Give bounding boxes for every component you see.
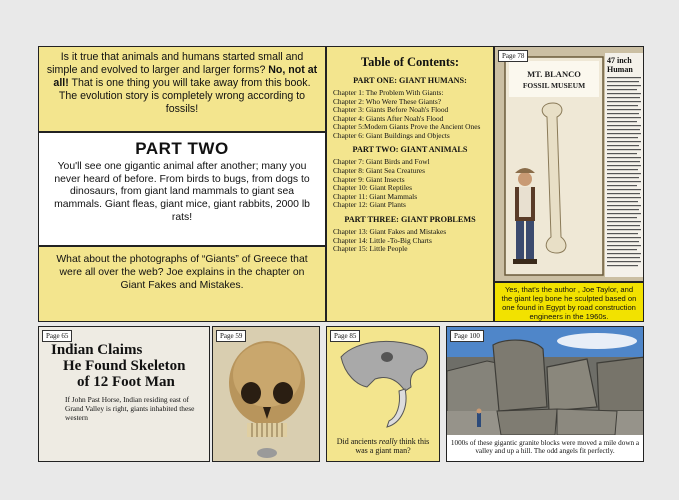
tusked-skull-panel [326, 326, 440, 462]
tusked-skull-image [327, 327, 440, 433]
part-two-panel [38, 132, 326, 246]
toc-chapter: Chapter 11: Giant Mammals [333, 191, 418, 201]
toc-title: Table of Contents: [360, 55, 460, 69]
toc-chapter: Chapter 7: Giant Birds and Fowl [333, 157, 430, 167]
newspaper-clipping [38, 326, 210, 462]
greece-panel [38, 246, 326, 322]
headline-line-2: He Found Skeleton [63, 357, 186, 374]
toc-chapter: Chapter 14: Little -To-Big Charts [333, 235, 432, 245]
bone-caption [494, 282, 644, 322]
granite-blocks-panel [446, 326, 644, 462]
toc-chapter: Chapter 8: Giant Sea Creatures [333, 166, 425, 176]
skull-image [213, 327, 320, 462]
part-two-heading: PART TWO [135, 139, 229, 158]
granite-blocks-image [447, 327, 644, 435]
intro-text-bold: No, not at all! [53, 63, 318, 89]
toc-chapter: Chapter 5:Modern Giants Prove the Ancient Ones [333, 122, 481, 132]
headline-line-3: of 12 Foot Man [77, 373, 175, 390]
toc-part-heading: PART TWO: GIANT ANIMALS [352, 145, 468, 155]
toc-chapter: Chapter 6: Giant Buildings and Objects [333, 130, 450, 140]
caption-part-b: think this was a giant man? [355, 437, 430, 456]
table-of-contents [326, 46, 494, 322]
caption-emphasis: really [378, 437, 398, 446]
toc-chapter: Chapter 1: The Problem With Giants: [333, 88, 444, 97]
museum-sign-line2: FOSSIL MUSEUM [522, 81, 586, 90]
toc-chapter: Chapter 9: Giant Insects [333, 174, 405, 184]
bone-caption-text: Yes, that's the author , Joe Taylor, and the giant leg bone he sculpted based on one found in Egypt by road construction engineers in the 1960s. [501, 285, 637, 321]
toc-part-heading: PART ONE: GIANT HUMANS: [353, 76, 467, 85]
page-label: Page 65 [42, 330, 72, 342]
greece-text: What about the photographs of “Giants” of Greece that were all over the web? Joe explains in the chapter on Giant Fakes and Mistakes. [56, 254, 308, 291]
skull-photo [212, 326, 320, 462]
toc-chapter: Chapter 15: Little People [333, 244, 408, 254]
museum-sign-line1: MT. BLANCO [527, 69, 581, 79]
clipping-head-1: 47 inch [607, 56, 632, 65]
toc-chapter: Chapter 2: Who Were These Giants? [333, 96, 441, 106]
tusked-skull-caption [330, 437, 436, 455]
clipping-body: If John Past Horse, Indian residing east of Grand Valley is right, giants inhabited these western [65, 395, 195, 422]
bone-photo [494, 46, 644, 282]
bone-photo-image [495, 47, 644, 282]
caption-part-a: Did ancients [336, 437, 379, 446]
page-label: Page 78 [498, 50, 528, 62]
toc-chapter: Chapter 4: Giants After Noah's Flood [333, 113, 444, 123]
toc-parts [333, 76, 487, 254]
page-label: Page 59 [216, 330, 246, 342]
intro-panel [38, 46, 326, 132]
toc-chapter: Chapter 12: Giant Plants [333, 200, 406, 210]
toc-chapter: Chapter 3: Giants Before Noah's Flood [333, 105, 449, 115]
toc-chapter: Chapter 13: Giant Fakes and Mistakes [333, 226, 447, 236]
intro-text-a: Is it true that animals and humans started small and simple and evolved to larger and larger forms? [46, 51, 304, 76]
part-two-body: You'll see one gigantic animal after another; many you never heard of before. From birds to bugs, from dogs to dinosaurs, from giant land mammals to giant sea mammals. Giant fleas, giant mice, giant rabbits, 2000 lb rats! [54, 161, 310, 223]
headline-line-1: Indian Claims [51, 342, 143, 358]
page-label: Page 85 [330, 330, 360, 342]
page-label: Page 100 [450, 330, 484, 342]
granite-caption: 1000s of these gigantic granite blocks were moved a mile down a valley and up a hill. The odd angels fit perfectly. [450, 439, 640, 456]
clipping-head-2: Human [607, 65, 633, 74]
toc-part-heading: PART THREE: GIANT PROBLEMS [344, 214, 476, 224]
toc-chapter: Chapter 10: Giant Reptiles [333, 183, 413, 193]
intro-text-b: That is one thing you will take away from this book. The evolution story is completely wrong according to fossils! [58, 76, 311, 115]
